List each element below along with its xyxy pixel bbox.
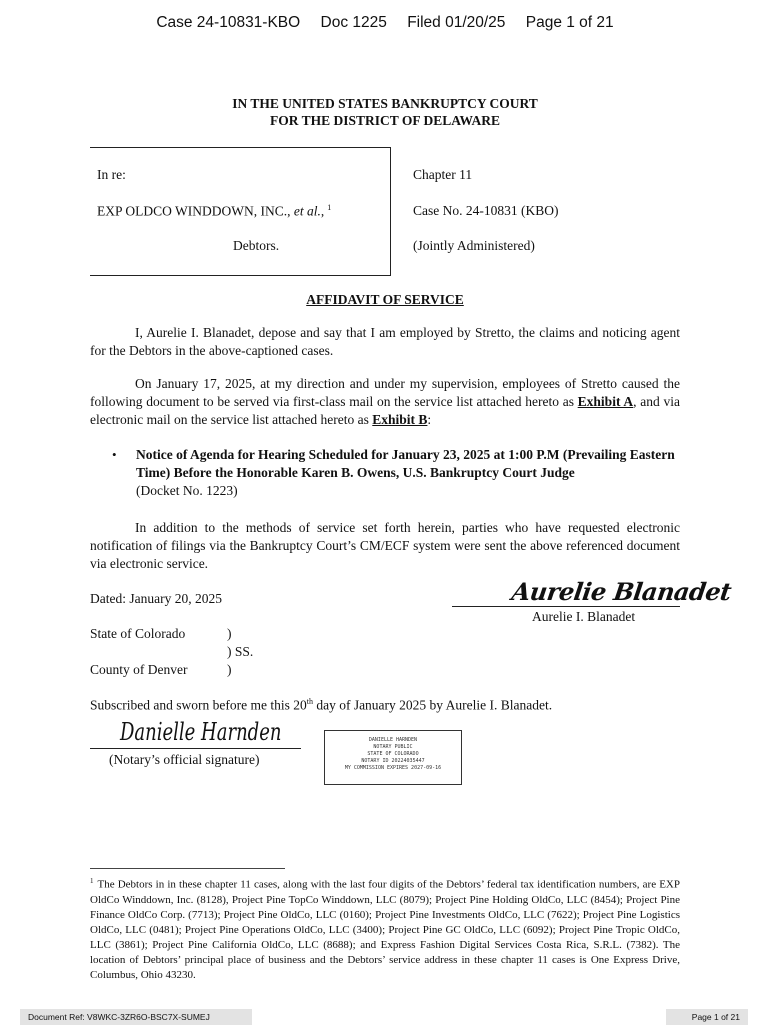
court-line-1: IN THE UNITED STATES BANKRUPTCY COURT: [232, 96, 538, 111]
header-filed: Filed 01/20/25: [407, 14, 506, 31]
venue-paren-2: ): [227, 662, 232, 677]
footnote-rule: [90, 868, 285, 869]
exhibit-a-ref: Exhibit A: [577, 394, 634, 409]
paragraph-service: On January 17, 2025, at my direction and under my supervision, employees of Stretto caused the following document to be served via first-class mail on the service list attached hereto as Exhibit A, and via electronic mail on the service list attached hereto as Exhibit B:: [90, 376, 680, 427]
exhibit-b-ref: Exhibit B: [372, 412, 428, 427]
venue-state: State of Colorado: [90, 626, 186, 641]
notary-signature: Danielle Harnden: [120, 718, 282, 746]
document-title: AFFIDAVIT OF SERVICE: [306, 292, 464, 307]
court-line-2: FOR THE DISTRICT OF DELAWARE: [269, 113, 501, 128]
affiant-signature-line: [452, 606, 680, 607]
caption-in-re: In re:: [97, 167, 126, 182]
affiant-signature: Aurelie Blanadet: [509, 577, 733, 606]
header-doc: Doc 1225: [320, 14, 387, 31]
paragraph-employment: I, Aurelie I. Blanadet, depose and say that I am employed by Stretto, the claims and noticing agent for the Debtors in the above-captioned cases.: [90, 325, 680, 358]
notary-signature-line: [90, 748, 301, 749]
docket-number: (Docket No. 1223): [136, 483, 238, 498]
paragraph-electronic-service: In addition to the methods of service set forth herein, parties who have requested electronic notification of filings via the Bankruptcy Court’s CM/ECF system were sent the above referenced document via electronic service.: [90, 520, 680, 571]
caption-chapter: Chapter 11: [413, 167, 473, 182]
notary-stamp: DANIELLE HARNDEN NOTARY PUBLIC STATE OF COLORADO NOTARY ID 20224035447 MY COMMISSION EXPIRES 2027-09-16: [324, 730, 462, 785]
caption-case-no: Case No. 24-10831 (KBO): [413, 203, 559, 218]
bullet-symbol: •: [112, 447, 117, 462]
footer-document-ref: Document Ref: V8WKC-3ZR6O-BSC7X-SUMEJ: [20, 1009, 252, 1025]
footer-page-number: Page 1 of 21: [666, 1009, 748, 1025]
ecf-header: [0, 14, 770, 32]
dated-line: Dated: January 20, 2025: [90, 591, 222, 606]
caption-debtors: Debtors.: [233, 238, 280, 253]
served-document: [136, 446, 684, 500]
served-document-title: Notice of Agenda for Hearing Scheduled for January 23, 2025 at 1:00 P.M (Prevailing Eastern Time) Before the Honorable Karen B. Owens, U.S. Bankruptcy Court Judge: [136, 447, 675, 480]
court-heading: [0, 95, 770, 129]
footnote: [90, 874, 680, 983]
venue-paren-1: ): [227, 626, 232, 641]
venue-ss: ) SS.: [227, 644, 254, 659]
notary-caption: (Notary’s official signature): [109, 752, 260, 767]
footnote-mark: 1: [90, 877, 94, 885]
header-case: Case 24-10831-KBO: [156, 14, 301, 31]
affiant-name: Aurelie I. Blanadet: [532, 609, 636, 624]
jurat-statement: Subscribed and sworn before me this 20th day of January 2025 by Aurelie I. Blanadet.: [90, 697, 553, 713]
caption-jointly-administered: (Jointly Administered): [413, 238, 535, 253]
footnote-text: The Debtors in in these chapter 11 cases, along with the last four digits of the Debtors’ federal tax identification numbers, are EXP OldCo Winddown, Inc. (8128), Project Pine TopCo Winddown, LLC (8079); Project Pine Holding OldCo, LLC (8454); Project Pine Finance OldCo Corp. (7713); Project Pine OldCo, LLC (0160); Project Pine Investments OldCo, LLC (7622); Project Pine Logistics OldCo, LLC (0481); Project Pine Operations OldCo, LLC (3400); Project Pine GC OldCo, LLC (6092); Project Pine Tropic OldCo, LLC (3861); Project Pine California OldCo, LLC (8688); and Express Fashion Digital Services Costa Rica, S.R.L. (7382). The location of Debtors’ principal place of business and the Debtors’ service address in these chapter 11 cases is One Express Drive, Columbus, Ohio 43230.: [90, 878, 680, 981]
header-page: Page 1 of 21: [525, 14, 614, 31]
venue-county: County of Denver: [90, 662, 188, 677]
caption-debtor-name: EXP OLDCO WINDDOWN, INC., et al., $^1$: [97, 203, 332, 219]
